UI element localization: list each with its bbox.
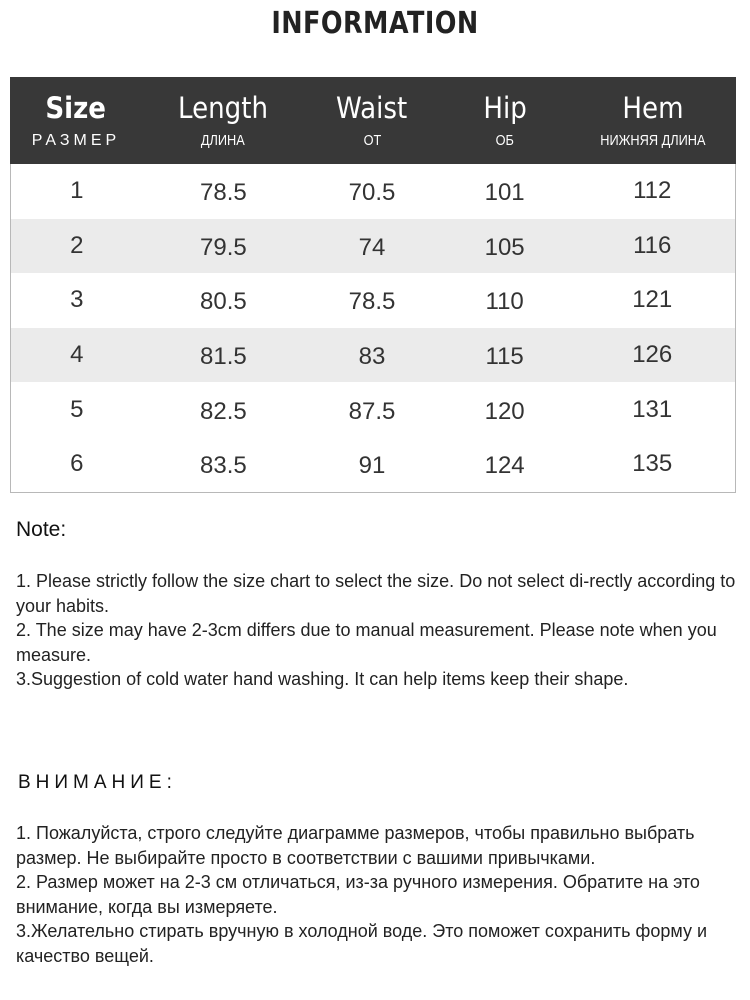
cell-length: 78.5 xyxy=(200,179,247,207)
note-item: 1. Please strictly follow the size chart to select the size. Do not select di-rectly according to your habits. xyxy=(16,571,736,616)
cell-size: 1 xyxy=(70,177,84,205)
attention-list xyxy=(16,821,736,968)
cell-waist: 87.5 xyxy=(348,397,396,425)
cell-hem: 112 xyxy=(633,177,672,205)
cell-hem: 135 xyxy=(632,450,673,478)
cell-hip: 105 xyxy=(484,233,525,261)
cell-size: 4 xyxy=(70,341,84,369)
cell-hip: 101 xyxy=(484,179,525,207)
cell-waist: 74 xyxy=(358,233,386,261)
cell-waist: 83 xyxy=(358,343,386,371)
header-hem-ru: НИЖНЯЯ ДЛИНА xyxy=(600,132,706,149)
table-row xyxy=(11,164,735,219)
header-size xyxy=(10,77,142,164)
table-row xyxy=(11,382,735,437)
header-length-en: Length xyxy=(177,91,269,125)
cell-length: 80.5 xyxy=(200,288,247,316)
header-hip-ru: ОБ xyxy=(495,132,515,149)
cell-hem: 121 xyxy=(632,286,673,314)
cell-hem: 126 xyxy=(632,341,673,369)
attention-heading: ВНИМАНИЕ: xyxy=(18,772,177,793)
cell-length: 83.5 xyxy=(200,452,247,480)
attention-item: 2. Размер может на 2-3 см отличаться, из-за ручного измерения. Обратите на это внимание, когда вы измеряете. xyxy=(16,872,700,917)
size-chart-table xyxy=(10,77,736,493)
table-row xyxy=(11,437,735,492)
cell-size: 2 xyxy=(70,231,84,259)
table-row xyxy=(11,328,735,383)
cell-size: 5 xyxy=(70,395,84,423)
cell-hem: 131 xyxy=(632,395,673,423)
cell-size: 3 xyxy=(70,286,84,314)
table-row xyxy=(11,219,735,274)
header-hip-en: Hip xyxy=(483,91,527,125)
note-item: 3.Suggestion of cold water hand washing. It can help items keep their shape. xyxy=(16,669,629,689)
cell-waist: 78.5 xyxy=(348,288,396,316)
header-length-ru: ДЛИНА xyxy=(201,132,245,149)
page-title: INFORMATION xyxy=(271,6,479,41)
header-hip xyxy=(440,77,570,164)
header-hem xyxy=(570,77,736,164)
cell-length: 79.5 xyxy=(200,233,247,261)
note-item: 2. The size may have 2-3cm differs due to manual measurement. Please note when you measure. xyxy=(16,620,717,665)
cell-waist: 70.5 xyxy=(348,179,396,207)
cell-waist: 91 xyxy=(358,452,386,480)
note-heading: Note: xyxy=(16,518,67,541)
header-waist-en: Waist xyxy=(336,91,408,125)
header-size-ru: РАЗМЕР xyxy=(31,132,121,149)
cell-hip: 110 xyxy=(485,288,524,316)
cell-hip: 120 xyxy=(484,397,525,425)
attention-item: 3.Желательно стирать вручную в холодной воде. Это поможет сохранить форму и качество вещей. xyxy=(16,921,708,966)
attention-item: 1. Пожалуйста, строго следуйте диаграмме размеров, чтобы правильно выбрать размер. Не выбирайте просто в соответствии с вашими привычками. xyxy=(16,823,695,868)
cell-size: 6 xyxy=(70,450,84,478)
header-length xyxy=(142,77,304,164)
header-size-en: Size xyxy=(45,91,107,125)
cell-length: 82.5 xyxy=(200,397,247,425)
header-waist xyxy=(304,77,440,164)
note-list xyxy=(16,569,736,692)
cell-length: 81.5 xyxy=(200,343,247,371)
cell-hip: 124 xyxy=(484,452,525,480)
header-hem-en: Hem xyxy=(622,91,684,125)
cell-hem: 116 xyxy=(633,231,672,259)
cell-hip: 115 xyxy=(485,343,524,371)
header-waist-ru: ОТ xyxy=(363,132,381,149)
table-header xyxy=(10,77,736,164)
table-row xyxy=(11,273,735,328)
